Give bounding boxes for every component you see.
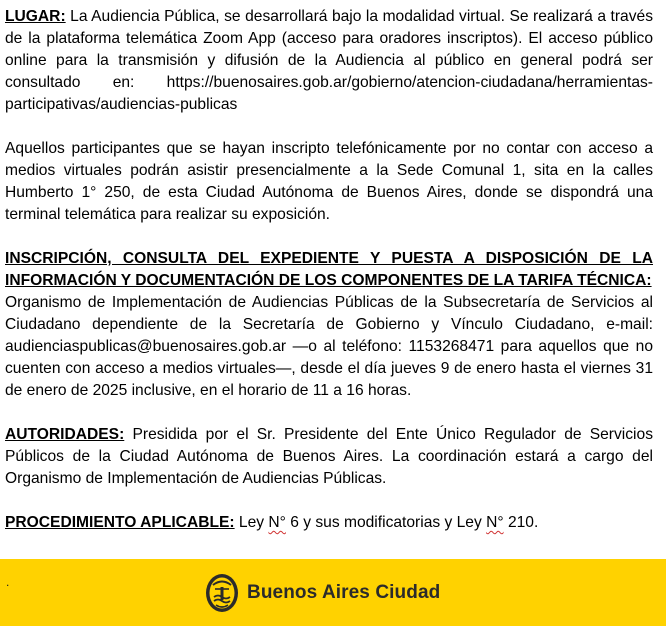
inscripcion-label: INSCRIPCIÓN, CONSULTA DEL EXPEDIENTE Y PUESTA A DISPOSICIÓN DE LA INFORMACIÓN Y DOCUMENTACIÓN DE LOS COMPONENTES DE LA TARIFA TÉCNICA: <box>5 250 653 289</box>
footer-dot: . <box>6 575 10 589</box>
brand-logo <box>205 573 440 613</box>
buenos-aires-seal-icon <box>205 573 239 613</box>
document-body <box>5 6 653 534</box>
autoridades-text: Presidida por el Sr. Presidente del Ente Único Regulador de Servicios Públicos de la Ciudad Autónoma de Buenos Aires. La coordinación estará a cargo del Organismo de Implementación de Audiencias Públicas. <box>5 426 653 487</box>
section-lugar <box>5 6 653 116</box>
lugar-label: LUGAR: <box>5 8 66 25</box>
inscripcion-text: Organismo de Implementación de Audiencias Públicas de la Subsecretaría de Servicios al Ciudadano dependiente de la Secretaría de Gobierno y Vínculo Ciudadano, e-mail: audienciaspublicas@buenosaires.gob.ar —o al teléfono: 1153268471 para aquellos que no cuenten con acceso a medios virtuales—, desde el día jueves 9 de enero hasta el viernes 31 de enero de 2025 inclusive, en el horario de 11 a 16 horas. <box>5 294 653 399</box>
presencial-text: Aquellos participantes que se hayan inscripto telefónicamente por no contar con acceso a medios virtuales podrán asistir presencialmente a la Sede Comunal 1, sita en la calles Humberto 1° 250, de esta Ciudad Autónoma de Buenos Aires, donde se dispondrá una terminal telemática para realizar su exposición. <box>5 140 653 223</box>
autoridades-label: AUTORIDADES: <box>5 426 125 443</box>
section-procedimiento <box>5 512 653 534</box>
procedimiento-text-2: 6 y sus modificatorias y Ley <box>285 514 487 531</box>
section-autoridades <box>5 424 653 490</box>
procedimiento-text-3: 210. <box>503 514 539 531</box>
procedimiento-n2: N° <box>486 514 504 531</box>
lugar-text: La Audiencia Pública, se desarrollará bajo la modalidad virtual. Se realizará a través de la plataforma telemática Zoom App (acceso para oradores inscriptos). El acceso público online para la transmisión y difusión de la Audiencia al público en general podrá ser consultado en: https://buenosaires.gob.ar/gobierno/atencion-ciudadana/herramientas-participativas/audiencias-publicas <box>5 8 653 113</box>
brand-name: Buenos Aires Ciudad <box>247 582 441 603</box>
footer-banner <box>0 559 666 626</box>
section-inscripcion <box>5 248 653 402</box>
procedimiento-n1: N° <box>268 514 286 531</box>
section-presencial <box>5 138 653 226</box>
procedimiento-text-1: Ley <box>234 514 269 531</box>
procedimiento-label: PROCEDIMIENTO APLICABLE: <box>5 514 235 531</box>
